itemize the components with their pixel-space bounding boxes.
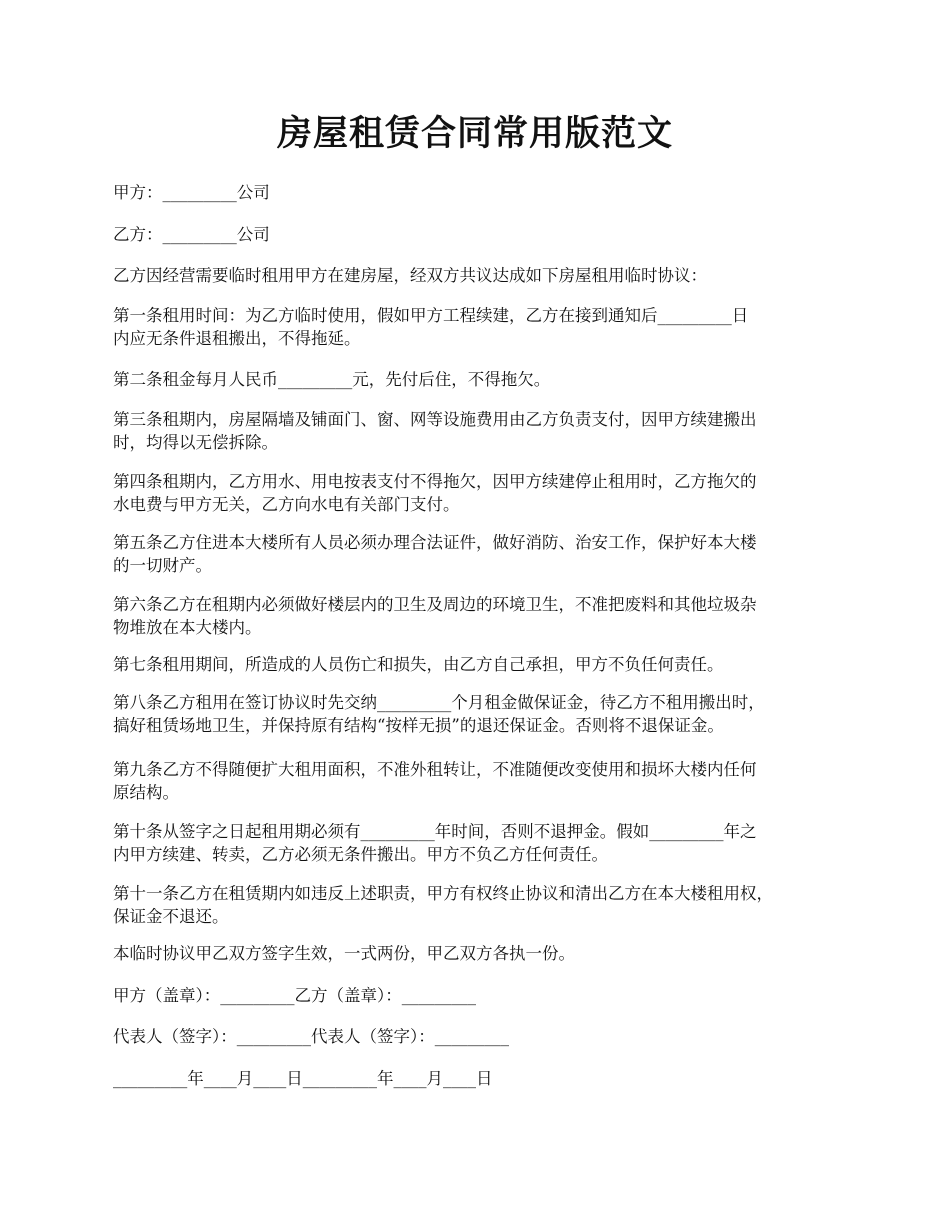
article-9-line-2: 原结构。 — [113, 783, 179, 802]
article-11-line-2: 保证金不退还。 — [113, 907, 229, 926]
article-7: 第七条租用期间，所造成的人员伤亡和损失，由乙方自己承担，甲方不负任何责任。 — [113, 655, 724, 674]
article-1-line-1: 第一条租用时间：为乙方临时使用，假如甲方工程续建，乙方在接到通知后_________日 — [113, 306, 749, 325]
effective-clause: 本临时协议甲乙双方签字生效，一式两份，甲乙双方各执一份。 — [113, 944, 575, 963]
article-3 — [113, 408, 843, 454]
party-a-line: 甲方：_________公司 — [113, 183, 270, 202]
representative-line: 代表人（签字）：_________代表人（签字）：_________ — [113, 1027, 509, 1046]
date-line: _________年____月____日_________年____月____日 — [113, 1069, 493, 1088]
party-b-line: 乙方：_________公司 — [113, 225, 270, 244]
article-8-line-2: 搞好租赁场地卫生，并保持原有结构“按样无损”的退还保证金。否则将不退保证金。 — [113, 716, 724, 735]
article-4-line-2: 水电费与甲方无关，乙方向水电有关部门支付。 — [113, 495, 460, 514]
article-3-line-2: 时，均得以无偿拆除。 — [113, 433, 278, 452]
article-10-line-1: 第十条从签字之日起租用期必须有_________年时间，否则不退押金。假如_________年之 — [113, 822, 757, 841]
article-10 — [113, 820, 843, 866]
article-10-line-2: 内甲方续建、转卖，乙方必须无条件搬出。甲方不负乙方任何责任。 — [113, 845, 608, 864]
article-6-line-2: 物堆放在本大楼内。 — [113, 618, 262, 637]
article-1 — [113, 304, 843, 350]
article-3-line-1: 第三条租期内，房屋隔墙及铺面门、窗、网等设施费用由乙方负责支付，因甲方续建搬出 — [113, 410, 757, 429]
article-9 — [113, 758, 843, 804]
intro-paragraph: 乙方因经营需要临时租用甲方在建房屋，经双方共议达成如下房屋租用临时协议： — [113, 266, 707, 285]
document-title: 房屋租赁合同常用版范文 — [276, 113, 673, 154]
article-1-line-2: 内应无条件退租搬出，不得拖延。 — [113, 329, 361, 348]
article-2: 第二条租金每月人民币_________元，先付后住，不得拖欠。 — [113, 370, 551, 389]
article-4 — [113, 470, 843, 516]
article-11-line-1: 第十一条乙方在租赁期内如违反上述职责，甲方有权终止协议和清出乙方在本大楼租用权， — [113, 884, 773, 903]
article-8 — [113, 691, 843, 737]
seal-line: 甲方（盖章）：_________乙方（盖章）：_________ — [113, 986, 476, 1005]
article-11 — [113, 882, 843, 928]
article-5-line-2: 的一切财产。 — [113, 556, 212, 575]
article-5 — [113, 531, 843, 577]
article-5-line-1: 第五条乙方住进本大楼所有人员必须办理合法证件，做好消防、治安工作，保护好本大楼 — [113, 533, 757, 552]
article-8-line-1: 第八条乙方租用在签订协议时先交纳_________个月租金做保证金，待乙方不租用搬出时， — [113, 693, 765, 712]
article-6-line-1: 第六条乙方在租期内必须做好楼层内的卫生及周边的环境卫生，不准把废料和其他垃圾杂 — [113, 595, 757, 614]
article-9-line-1: 第九条乙方不得随便扩大租用面积，不准外租转让，不准随便改变使用和损坏大楼内任何 — [113, 760, 757, 779]
article-6 — [113, 593, 843, 639]
article-4-line-1: 第四条租期内，乙方用水、用电按表支付不得拖欠，因甲方续建停止租用时，乙方拖欠的 — [113, 472, 757, 491]
